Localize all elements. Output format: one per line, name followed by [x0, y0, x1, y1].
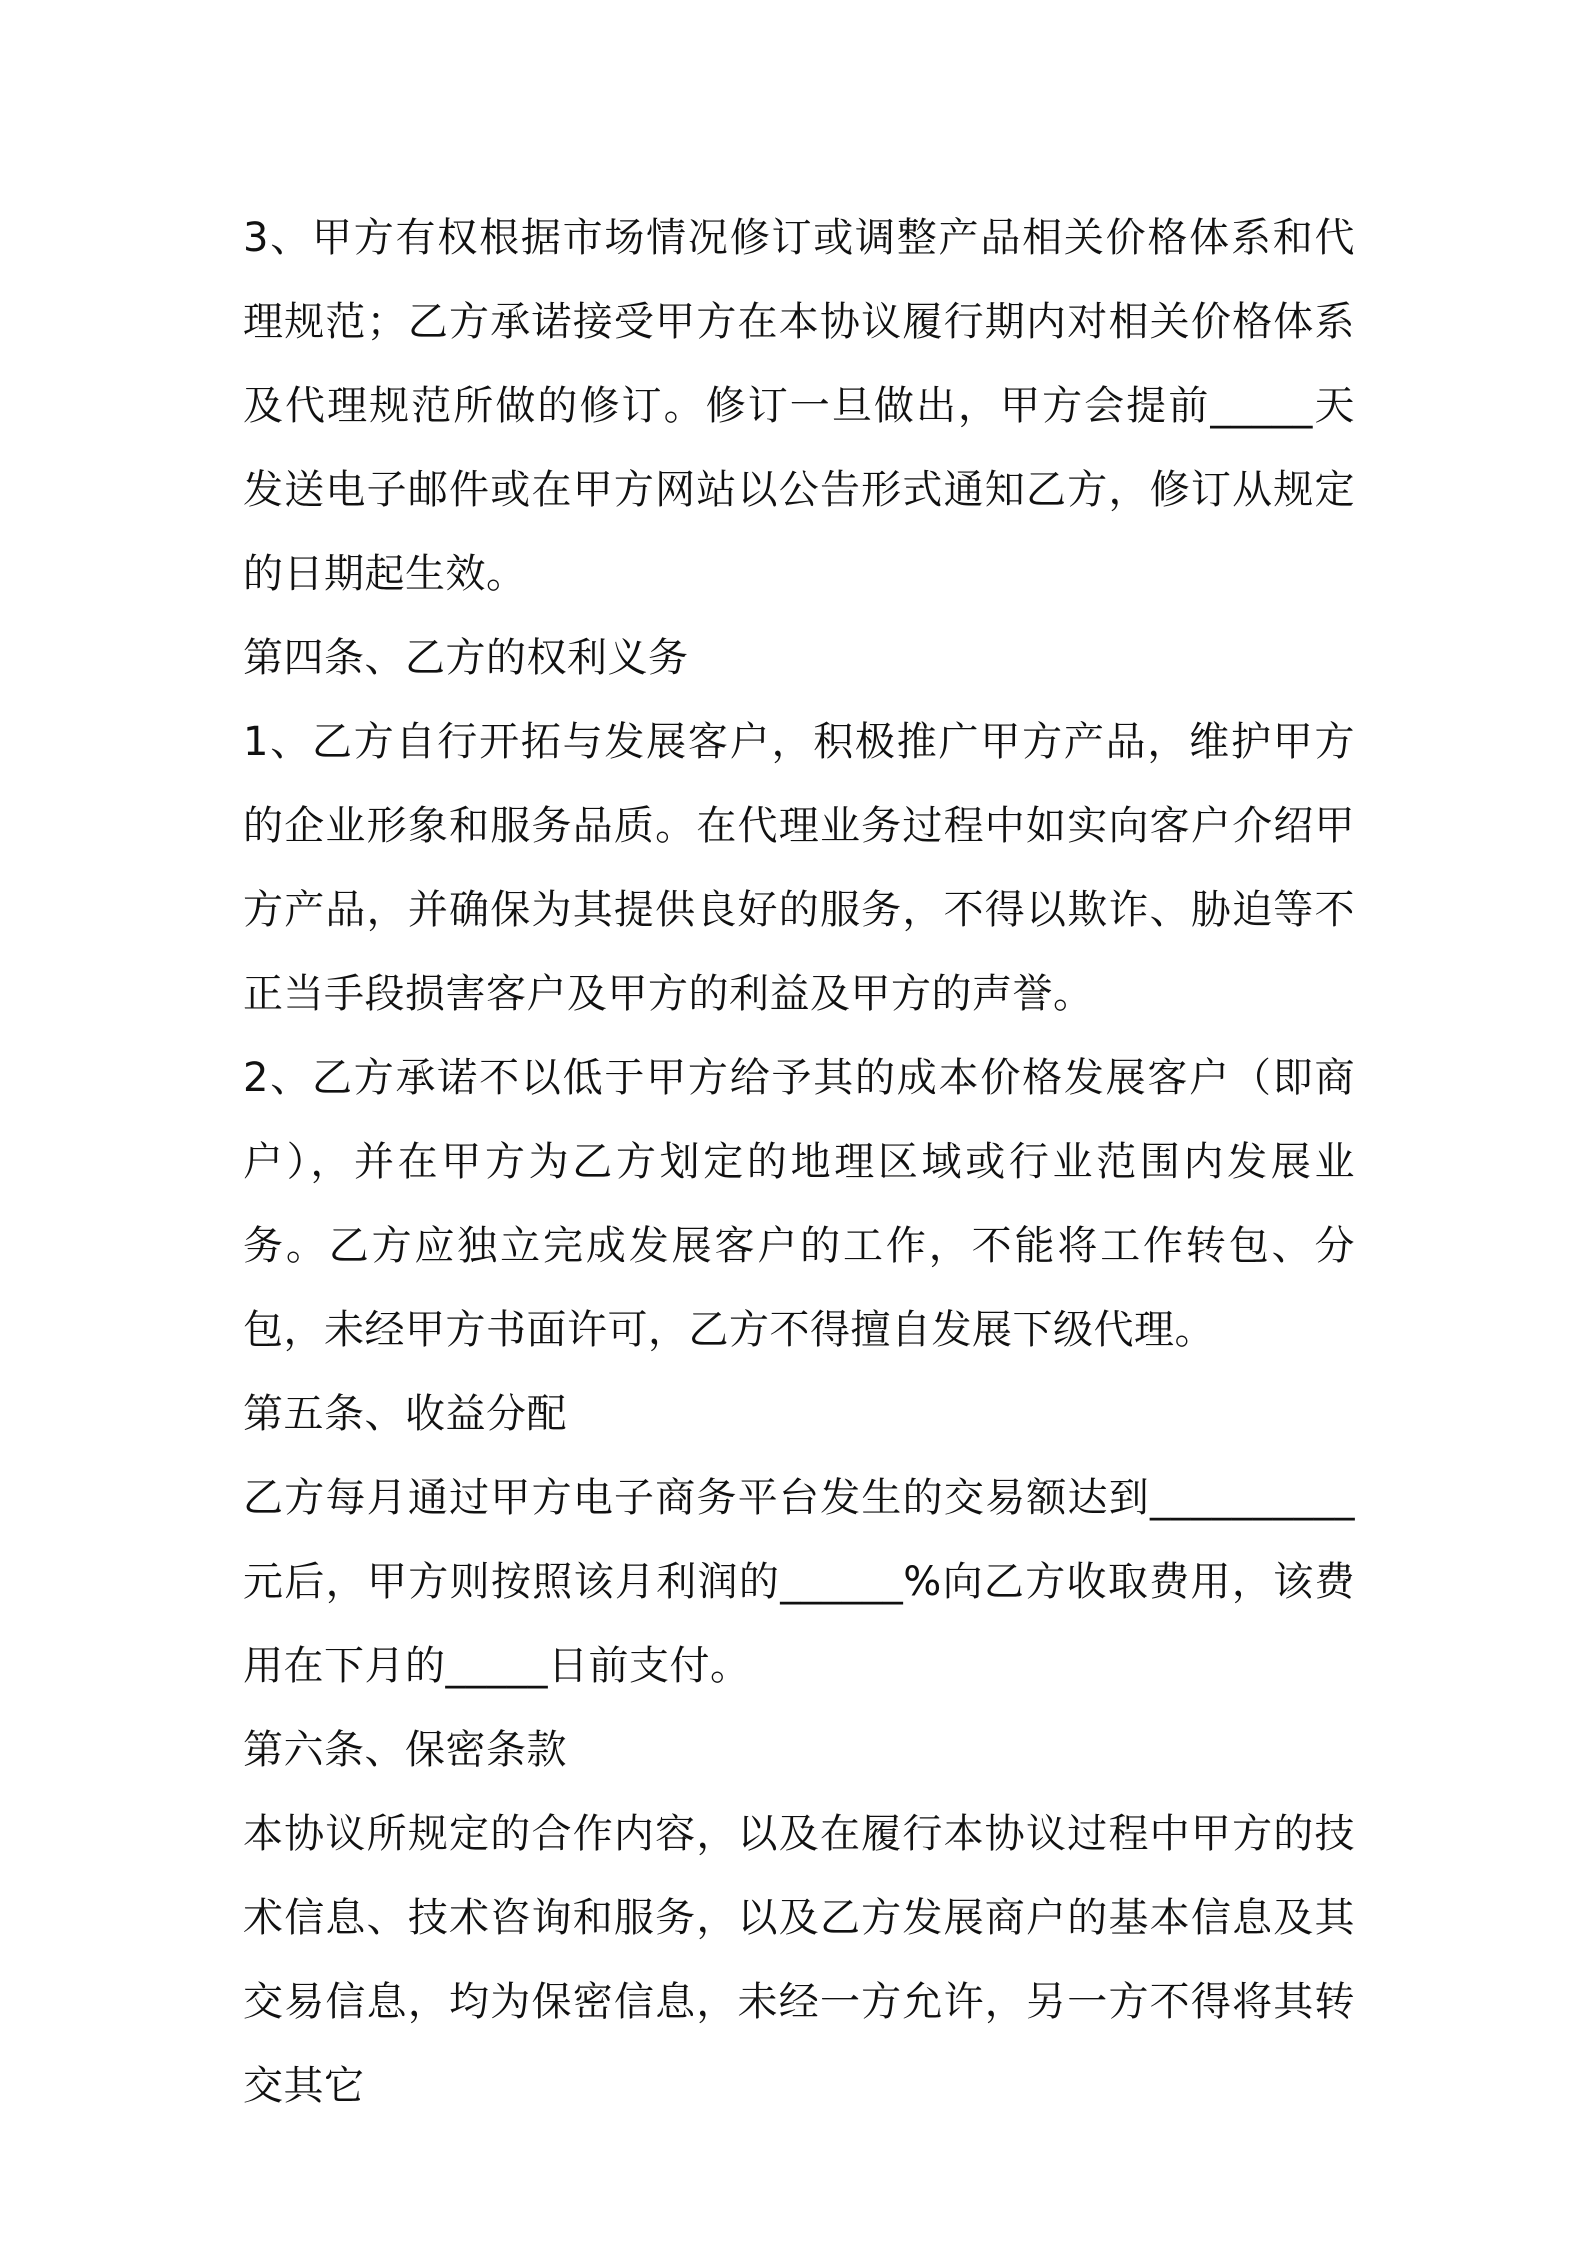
document-body	[243, 196, 1355, 2128]
article-5-heading: 第五条、收益分配	[243, 1391, 567, 1437]
article-6-heading: 第六条、保密条款	[243, 1727, 567, 1773]
clause-3-paragraph: 3、甲方有权根据市场情况修订或调整产品相关价格体系和代理规范；乙方承诺接受甲方在本协议履行期内对相关价格体系及代理规范所做的修订。修订一旦做出，甲方会提前_____天发送电子邮件或在甲方网站以公告形式通知乙方，修订从规定的日期起生效。	[243, 215, 1355, 597]
article-5-paragraph: 乙方每月通过甲方电子商务平台发生的交易额达到__________元后，甲方则按照该月利润的______%向乙方收取费用，该费用在下月的_____日前支付。	[243, 1475, 1355, 1689]
article-6-paragraph: 本协议所规定的合作内容，以及在履行本协议过程中甲方的技术信息、技术咨询和服务，以及乙方发展商户的基本信息及其交易信息，均为保密信息，未经一方允许，另一方不得将其转交其它	[243, 1811, 1355, 2109]
article-4-item-2: 2、乙方承诺不以低于甲方给予其的成本价格发展客户（即商户），并在甲方为乙方划定的地理区域或行业范围内发展业务。乙方应独立完成发展客户的工作，不能将工作转包、分包，未经甲方书面许可，乙方不得擅自发展下级代理。	[243, 1055, 1355, 1353]
article-4-heading: 第四条、乙方的权利义务	[243, 635, 689, 681]
article-4-item-1: 1、乙方自行开拓与发展客户，积极推广甲方产品，维护甲方的企业形象和服务品质。在代理业务过程中如实向客户介绍甲方产品，并确保为其提供良好的服务，不得以欺诈、胁迫等不正当手段损害客户及甲方的利益及甲方的声誉。	[243, 719, 1355, 1017]
